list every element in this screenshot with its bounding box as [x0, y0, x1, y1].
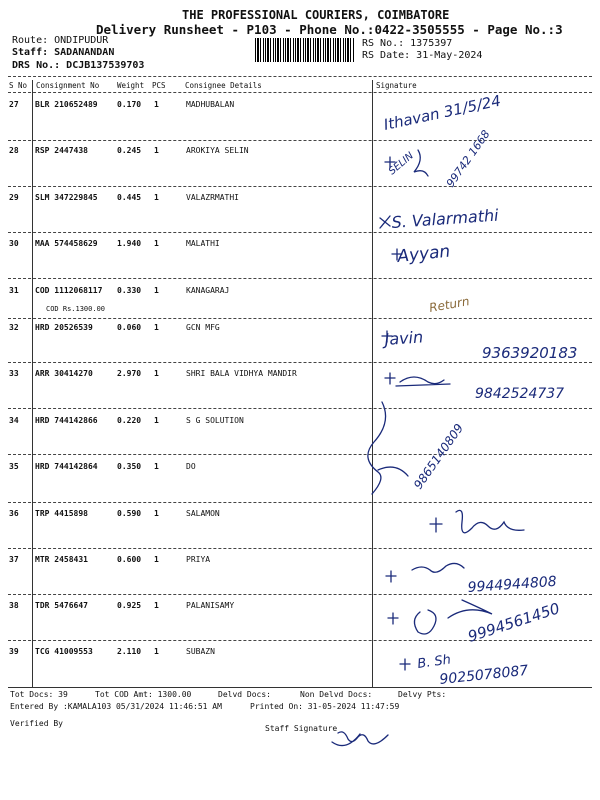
table-bottom-border: [8, 687, 592, 688]
row-consignment: MAA 574458629: [35, 239, 98, 248]
row-divider: [8, 640, 592, 641]
row-divider: [8, 232, 592, 233]
row-consignee: SALAMON: [186, 509, 220, 518]
row-sno: 30: [9, 239, 19, 248]
row-weight: 0.600: [117, 555, 142, 564]
signature-row-28-phone: 99742 1668: [443, 127, 493, 190]
row-consignment: COD 1112068117: [35, 286, 103, 295]
row-weight: 0.245: [117, 146, 142, 155]
barcode: [255, 38, 355, 62]
row-weight: 0.330: [117, 286, 142, 295]
phone-row-39: 9025078087: [438, 662, 530, 688]
delivery-points: Delvy Pts:: [398, 690, 447, 699]
row-pcs: 1: [154, 239, 159, 248]
row-consignee: SHRI BALA VIDHYA MANDIR: [186, 369, 297, 378]
row-weight: 2.110: [117, 647, 142, 656]
verified-by: Verified By: [10, 719, 63, 728]
row-consignee: S G SOLUTION: [186, 416, 244, 425]
total-docs: Tot Docs: 39: [10, 690, 68, 699]
row-consignee: MALATHI: [186, 239, 220, 248]
rs-date: RS Date: 31-May-2024: [362, 50, 483, 61]
signature-row-32: Javin: [383, 327, 424, 349]
col-sno: S No: [9, 81, 28, 90]
cod-amount-note: COD Rs.1300.00: [46, 305, 106, 313]
row-divider: [8, 278, 592, 279]
row-consignee: PALANISAMY: [186, 601, 235, 610]
row-sno: 37: [9, 555, 19, 564]
row-weight: 0.350: [117, 462, 142, 471]
row-sno: 28: [9, 146, 19, 155]
row-consignee: MADHUBALAN: [186, 100, 235, 109]
row-pcs: 1: [154, 509, 159, 518]
header-divider-bottom: [8, 92, 592, 93]
row-pcs: 1: [154, 555, 159, 564]
row-divider: [8, 318, 592, 319]
row-weight: 0.060: [117, 323, 142, 332]
row-sno: 31: [9, 286, 19, 295]
rs-number: RS No.: 1375397: [362, 38, 453, 49]
row-sno: 34: [9, 416, 19, 425]
row-consignee: SUBAZN: [186, 647, 215, 656]
return-note-row-31: Return: [428, 294, 471, 315]
row-pcs: 1: [154, 286, 159, 295]
delivered-docs: Delvd Docs:: [218, 690, 271, 699]
row-consignment: TRP 4415898: [35, 509, 88, 518]
row-divider: [8, 362, 592, 363]
row-pcs: 1: [154, 647, 159, 656]
printed-on: Printed On: 31-05-2024 11:47:59: [250, 702, 400, 711]
row-weight: 1.940: [117, 239, 142, 248]
row-consignee: PRIYA: [186, 555, 211, 564]
row-consignee: VALAZRMATHI: [186, 193, 239, 202]
row-consignee: AROKIYA SELIN: [186, 146, 249, 155]
total-cod-amount: Tot COD Amt: 1300.00: [95, 690, 192, 699]
signature-row-28-name: SELIN: [386, 150, 416, 178]
row-consignment: HRD 744142866: [35, 416, 98, 425]
signature-row-27: Ithavan 31/5/24: [382, 91, 503, 134]
row-consignment: ARR 30414270: [35, 369, 93, 378]
row-divider: [8, 548, 592, 549]
staff: Staff: SADANANDAN: [12, 47, 115, 58]
phone-row-38: 9994561450: [465, 599, 563, 646]
route: Route: ONDIPUDUR: [12, 35, 109, 46]
row-consignment: TDR 5476647: [35, 601, 88, 610]
col-consignee: Consignee Details: [185, 81, 262, 90]
row-consignment: RSP 2447438: [35, 146, 88, 155]
row-divider: [8, 186, 592, 187]
phone-row-33: 9842524737: [475, 386, 565, 402]
row-sno: 29: [9, 193, 19, 202]
row-pcs: 1: [154, 100, 159, 109]
row-weight: 0.220: [117, 416, 142, 425]
row-consignment: BLR 210652489: [35, 100, 98, 109]
row-weight: 0.590: [117, 509, 142, 518]
signature-row-39-name: B. Sh: [416, 652, 452, 672]
row-pcs: 1: [154, 193, 159, 202]
row-pcs: 1: [154, 369, 159, 378]
drs-number: DRS No.: DCJB137539703: [12, 60, 145, 71]
row-consignment: HRD 744142864: [35, 462, 98, 471]
row-consignment: HRD 20526539: [35, 323, 93, 332]
runsheet-title: Delivery Runsheet - P103 - Phone No.:0422-3505555 - Page No.:3: [96, 22, 563, 37]
signature-row-29: S. Valarmathi: [390, 205, 500, 232]
staff-signature-label: Staff Signature: [265, 724, 338, 733]
row-pcs: 1: [154, 146, 159, 155]
row-pcs: 1: [154, 416, 159, 425]
entered-by: Entered By :KAMALA103 05/31/2024 11:46:51 AM: [10, 702, 222, 711]
row-consignment: TCG 41009553: [35, 647, 93, 656]
row-pcs: 1: [154, 323, 159, 332]
col-pcs: PCS: [152, 81, 166, 90]
row-weight: 2.970: [117, 369, 142, 378]
col-divider: [372, 80, 373, 688]
col-consignment: Consignment No: [36, 81, 100, 90]
phone-row-32: 9363920183: [482, 344, 578, 362]
row-sno: 38: [9, 601, 19, 610]
header-divider-top: [8, 76, 592, 77]
row-weight: 0.925: [117, 601, 142, 610]
row-sno: 27: [9, 100, 19, 109]
row-sno: 32: [9, 323, 19, 332]
row-sno: 36: [9, 509, 19, 518]
row-divider: [8, 454, 592, 455]
row-sno: 35: [9, 462, 19, 471]
col-signature: Signature: [376, 81, 417, 90]
non-delivered-docs: Non Delvd Docs:: [300, 690, 373, 699]
phone-row-37: 9944944808: [467, 573, 558, 596]
row-consignee: DO: [186, 462, 196, 471]
row-consignee: GCN MFG: [186, 323, 220, 332]
signature-row-30: Ayyan: [396, 241, 452, 267]
row-consignment: SLM 347229845: [35, 193, 98, 202]
row-weight: 0.170: [117, 100, 142, 109]
row-pcs: 1: [154, 462, 159, 471]
row-weight: 0.445: [117, 193, 142, 202]
row-divider: [8, 594, 592, 595]
row-consignee: KANAGARAJ: [186, 286, 230, 295]
phone-row-34: 9865140809: [410, 421, 467, 492]
row-divider: [8, 140, 592, 141]
row-consignment: MTR 2458431: [35, 555, 88, 564]
row-divider: [8, 408, 592, 409]
row-pcs: 1: [154, 601, 159, 610]
row-divider: [8, 502, 592, 503]
row-sno: 39: [9, 647, 19, 656]
col-weight: Weight: [117, 81, 145, 90]
col-divider: [32, 80, 33, 688]
row-sno: 33: [9, 369, 19, 378]
company-name: THE PROFESSIONAL COURIERS, COIMBATORE: [182, 8, 450, 22]
